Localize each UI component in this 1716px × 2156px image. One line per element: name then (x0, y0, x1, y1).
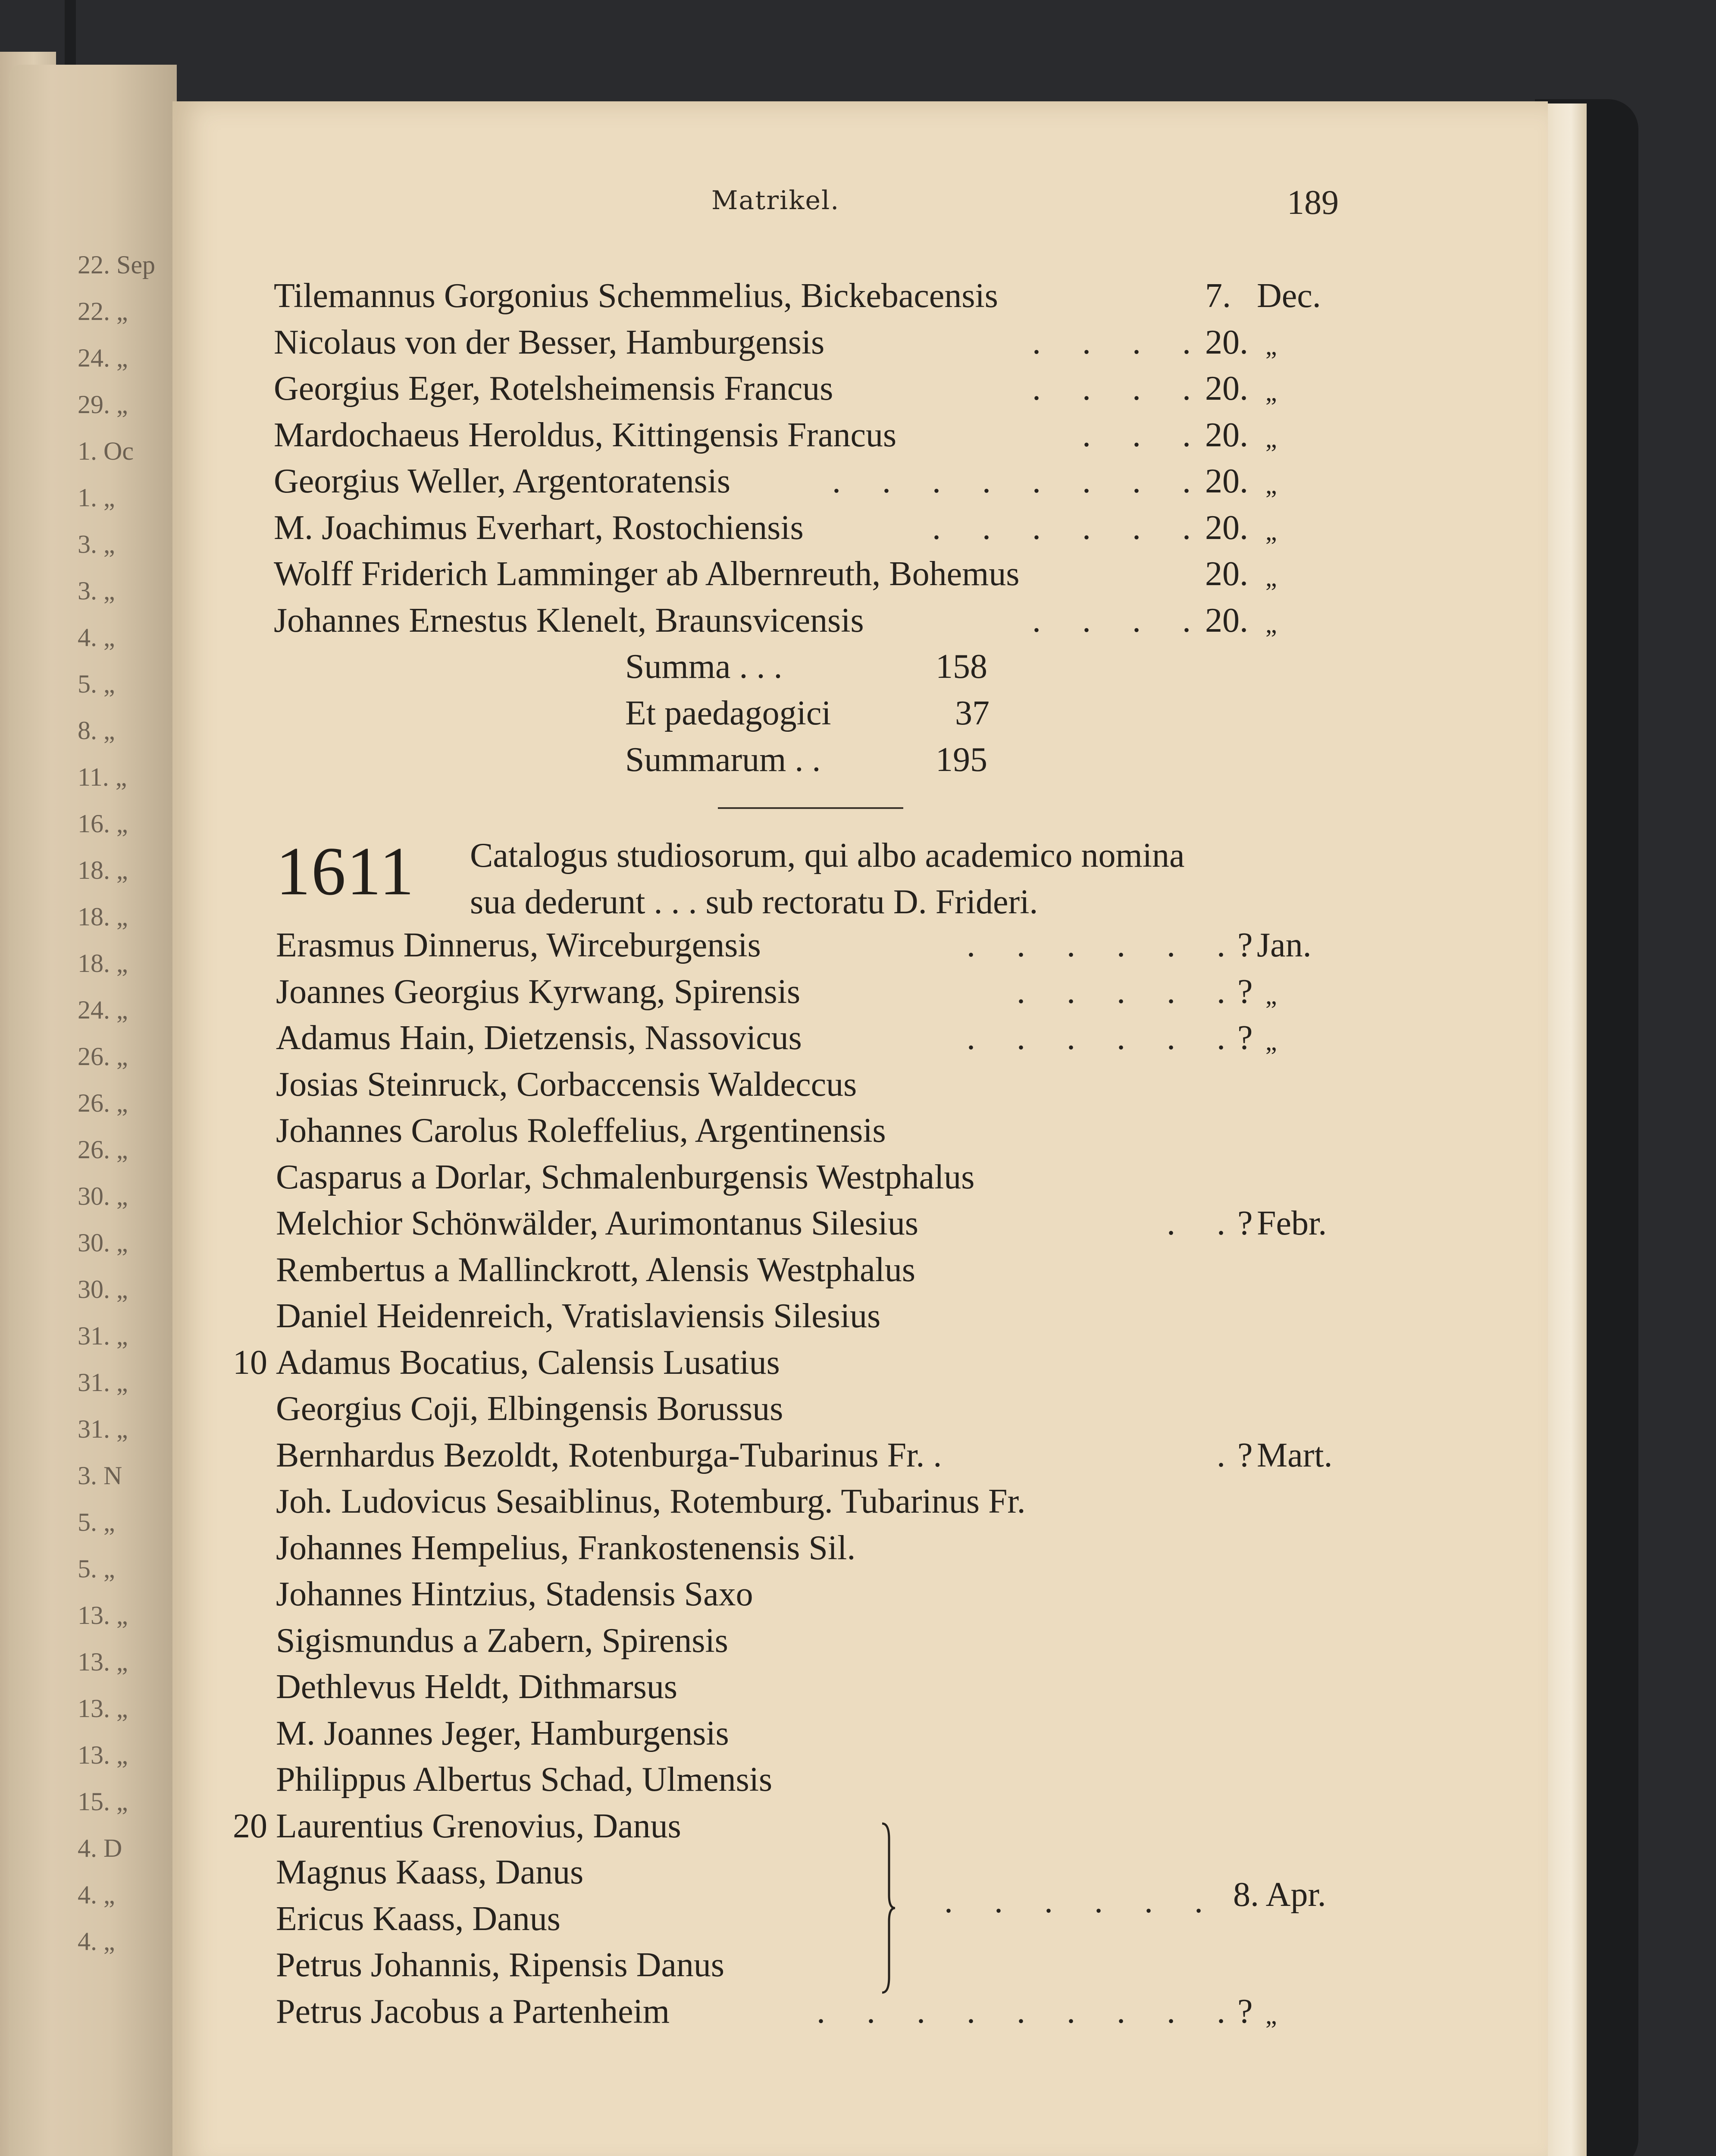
entry-day: 20. (1205, 323, 1248, 361)
leader-dots: . (1217, 1436, 1242, 1474)
entry-day: 7. (1205, 277, 1231, 315)
margin-date: 31. „ (78, 1322, 128, 1350)
margin-date: 18. „ (78, 856, 128, 884)
margin-date: 13. „ (78, 1741, 128, 1769)
ditto-mark: „ (1265, 331, 1277, 360)
section-year: 1611 (276, 833, 415, 909)
entry-name: Tilemannus Gorgonius Schemmelius, Bickebacensis (274, 277, 998, 315)
entry-name: Philippus Albertus Schad, Ulmensis (276, 1761, 773, 1799)
entry-row (0, 1617, 1716, 1664)
entry-name: Georgius Weller, Argentoratensis (274, 462, 731, 500)
entry-name: Mardochaeus Heroldus, Kittingensis Francus (274, 416, 897, 454)
entry-row (0, 1525, 1716, 1571)
entry-row (0, 505, 1716, 551)
margin-date: 5. „ (78, 1554, 115, 1583)
entry-day: 20. (1205, 508, 1248, 547)
entry-row (0, 1200, 1716, 1247)
ditto-mark: „ (1265, 424, 1277, 453)
margin-date: 26. „ (78, 1135, 128, 1164)
margin-date: 13. „ (78, 1648, 128, 1676)
entry-day: ? (1237, 1019, 1253, 1057)
entry-row (0, 1988, 1716, 2035)
entry-day: ? (1237, 1436, 1253, 1474)
entry-row (0, 1571, 1716, 1617)
entry-row (0, 412, 1716, 458)
entry-row (0, 551, 1716, 597)
margin-date: 22. Sep (78, 251, 155, 279)
margin-date: 4. D (78, 1834, 122, 1862)
entry-month: Jan. (1257, 926, 1312, 964)
entry-name: Johannes Hempelius, Frankostenensis Sil. (276, 1529, 856, 1567)
entry-day: 20. (1205, 555, 1248, 593)
page-number: 189 (1287, 184, 1339, 222)
margin-date: 16. „ (78, 809, 128, 838)
entry-name: Adamus Bocatius, Calensis Lusatius (276, 1343, 780, 1382)
entry-day: 20. (1205, 462, 1248, 500)
entry-row (0, 1247, 1716, 1293)
entry-name: Petrus Johannis, Ripensis Danus (276, 1946, 724, 1984)
total-label: Et paedagogici (625, 694, 831, 732)
margin-date: 26. „ (78, 1089, 128, 1117)
entry-name: Georgius Eger, Rotelsheimensis Francus (274, 370, 833, 407)
leader-dots: . . (1167, 1204, 1242, 1242)
ditto-mark: „ (1265, 378, 1277, 406)
entry-name: Johannes Hintzius, Stadensis Saxo (276, 1575, 753, 1613)
margin-date: 5. „ (78, 1508, 115, 1536)
entry-day: ? (1237, 1204, 1253, 1242)
margin-date: 26. „ (78, 1042, 128, 1071)
entry-month: Dec. (1257, 277, 1321, 315)
leader-dots: . . . . (1032, 323, 1207, 361)
section-divider (718, 807, 903, 809)
margin-date: 13. „ (78, 1694, 128, 1723)
entry-row (0, 319, 1716, 366)
entry-name: Petrus Jacobus a Partenheim (276, 1992, 670, 2031)
section-intro-line-2: sua dederunt . . . sub rectoratu D. Frideri. (470, 883, 1038, 921)
entry-row (0, 1710, 1716, 1757)
entry-month: Febr. (1257, 1204, 1327, 1242)
entry-day: ? (1237, 926, 1253, 964)
entry-row (0, 1803, 1716, 1849)
entry-row (0, 1664, 1716, 1710)
entry-row (0, 1339, 1716, 1386)
entry-name: Magnus Kaass, Danus (276, 1853, 584, 1891)
margin-date: 24. „ (78, 996, 128, 1024)
entry-name: Bernhardus Bezoldt, Rotenburga-Tubarinus Fr. . (276, 1436, 942, 1474)
entry-name: Wolff Friderich Lamminger ab Albernreuth, Bohemus (274, 555, 1020, 593)
total-label: Summarum . . (625, 741, 821, 779)
entry-name: Sigismundus a Zabern, Spirensis (276, 1621, 728, 1660)
line-number: 20 (233, 1807, 267, 1845)
ditto-mark: „ (1265, 2000, 1277, 2029)
entry-name: Johannes Carolus Roleffelius, Argentinensis (276, 1112, 886, 1150)
margin-date: 3. „ (78, 530, 115, 558)
entry-name: Georgius Coji, Elbingensis Borussus (276, 1390, 783, 1428)
entry-name: Josias Steinruck, Corbaccensis Waldeccus (276, 1065, 857, 1103)
margin-date: 30. „ (78, 1182, 128, 1210)
entry-name: Dethlevus Heldt, Dithmarsus (276, 1668, 677, 1706)
entry-name: Rembertus a Mallinckrott, Alensis Westphalus (276, 1250, 916, 1289)
entry-day: ? (1237, 972, 1253, 1011)
entry-day: 20. (1205, 416, 1248, 454)
leader-dots: . . . . . . . . . (817, 1992, 1242, 2031)
margin-date: 1. Oc (78, 437, 134, 465)
entry-day: ? (1237, 1992, 1253, 2031)
entry-row (0, 1756, 1716, 1803)
margin-date: 30. „ (78, 1228, 128, 1257)
running-head: Matrikel. (711, 185, 840, 216)
total-value: 37 (955, 694, 990, 732)
entry-row (0, 1293, 1716, 1339)
entry-row (0, 1896, 1716, 1942)
entry-day: 20. (1205, 370, 1248, 407)
margin-date: 13. „ (78, 1601, 128, 1630)
entry-name: Melchior Schönwälder, Aurimontanus Silesius (276, 1204, 918, 1242)
margin-date: 11. „ (78, 763, 127, 791)
entry-day: 20. (1205, 601, 1248, 639)
ditto-mark: „ (1265, 981, 1277, 1009)
leader-dots: . . . . . . (967, 1019, 1242, 1057)
line-number: 10 (233, 1343, 267, 1382)
entry-row (0, 968, 1716, 1015)
entry-row (0, 597, 1716, 644)
ditto-mark: „ (1265, 470, 1277, 499)
margin-date: 5. „ (78, 670, 115, 698)
margin-date: 1. „ (78, 483, 115, 512)
margin-date: 22. „ (78, 297, 128, 326)
total-value: 195 (936, 741, 987, 779)
entry-row (0, 1432, 1716, 1479)
leader-dots: . . . (1082, 416, 1207, 454)
margin-date: 15. „ (78, 1787, 128, 1816)
margin-date: 8. „ (78, 716, 115, 745)
total-label: Summa . . . (625, 648, 783, 686)
total-value: 158 (936, 648, 987, 686)
entry-name: M. Joachimus Everhart, Rostochiensis (274, 508, 804, 547)
ditto-mark: „ (1265, 563, 1277, 592)
entry-month: Mart. (1257, 1436, 1333, 1474)
leader-dots: . . . . . . (967, 926, 1242, 964)
margin-date: 4. „ (78, 1880, 115, 1909)
margin-date: 4. „ (78, 1927, 115, 1955)
entry-name: Johannes Ernestus Klenelt, Braunsvicensis (274, 601, 864, 639)
section-intro-line-1: Catalogus studiosorum, qui albo academico nomina (470, 837, 1185, 874)
leader-dots: . . . . (1032, 601, 1207, 639)
entry-row (0, 1107, 1716, 1154)
entry-name: Daniel Heidenreich, Vratislaviensis Silesius (276, 1297, 881, 1335)
entry-row (0, 1478, 1716, 1525)
entry-name: Adamus Hain, Dietzensis, Nassovicus (276, 1019, 802, 1057)
margin-date: 31. „ (78, 1415, 128, 1443)
margin-date: 4. „ (78, 623, 115, 652)
margin-date: 3. „ (78, 577, 115, 605)
entry-row (0, 1385, 1716, 1432)
margin-date: 24. „ (78, 344, 128, 372)
entry-name: Laurentius Grenovius, Danus (276, 1807, 681, 1845)
margin-date: 18. „ (78, 949, 128, 978)
entry-name: Joannes Georgius Kyrwang, Spirensis (276, 972, 801, 1011)
entry-row (0, 1942, 1716, 1988)
entry-name: Ericus Kaass, Danus (276, 1899, 561, 1938)
margin-date: 3. N (78, 1461, 122, 1490)
entry-row (0, 1154, 1716, 1200)
entry-name: Joh. Ludovicus Sesaiblinus, Rotemburg. Tubarinus Fr. (276, 1482, 1026, 1520)
entry-row (0, 1015, 1716, 1061)
ditto-mark: „ (1265, 517, 1277, 545)
bracket-date: 8. Apr. (1233, 1876, 1326, 1914)
entry-name: Casparus a Dorlar, Schmalenburgensis Westphalus (276, 1158, 975, 1196)
entry-row (0, 922, 1716, 968)
entry-row (0, 1849, 1716, 1896)
leader-dots: . . . . . . . . (832, 462, 1207, 500)
leader-dots: . . . . . . (932, 508, 1207, 547)
entry-row (0, 458, 1716, 505)
margin-date: 29. „ (78, 390, 128, 419)
entry-row (0, 365, 1716, 412)
page-content: 1611 Catalogus studiosorum, qui albo academico nomina sua dederunt . . . sub rectoratu D. Frideri. . . . . . . 8. Apr. Tilemannus Gorgonius Schemmelius, Bickebacensis 7. Dec. Nicolaus von der Besser, Hamburgensis . . . . 20. „ Georgius Eger, Rotelsheimensis Francus . . . . 20. „ Mardochaeus Heroldus, Kittingensis Francus . . . 20. „ Georgius Weller, Argentoratensis . . . . . . . . 20. „ M. Joachimus Everhart, Rostochiensis . . . . . . 20. „ Wolff Friderich Lamminger ab Albernreuth, Bohemus 20. „ Johannes Ernestus Klenelt, Braunsvicensis . . . . 20. „ Erasmus Dinnerus, Wirceburgensis . . . . . . ? Jan. Joannes Georgius Kyrwang, Spirensis . . . . . ? „ Adamus Hain, Dietzensis, Nassovicus . . . . . . ? „ Josias Steinruck, Corbaccensis Waldeccus Johannes Carolus Roleffelius, Argentinensis Casparus a Dorlar, Schmalenburgensis Westphalus Melchior Schönwälder, Aurimontanus Silesius . . ? Febr. Rembertus a Mallinckrott, Alensis Westphalus Daniel Heidenreich, Vratislaviensis Silesius 10 Adamus Bocatius, Calensis Lusatius Georgius Coji, Elbingensis Borussus Bernhardus Bezoldt, Rotenburga-Tubarinus Fr. . . ? Mart. Joh. Ludovicus Sesaiblinus, Rotemburg. Tubarinus Fr. Johannes Hempelius, Frankostenensis Sil. Johannes Hintzius, Stadensis Saxo Sigismundus a Zabern, Spirensis Dethlevus Heldt, Dithmarsus M. Joannes Jeger, Hamburgensis Philippus Albertus Schad, Ulmensis 20 Laurentius Grenovius, Danus Magnus Kaass, Danus Ericus Kaass, Danus Petrus Johannis, Ripensis Danus Petrus Jacobus a Partenheim . . . . . . . . . ? „ Summa . . . 158 Et paedagogici 37 Summarum . . 195 (0, 0, 1716, 2156)
margin-date: 30. „ (78, 1275, 128, 1304)
entry-row (0, 273, 1716, 319)
ditto-mark: „ (1265, 1027, 1277, 1056)
entry-name: M. Joannes Jeger, Hamburgensis (276, 1714, 729, 1752)
margin-date: 31. „ (78, 1368, 128, 1397)
leader-dots: . . . . . (1017, 972, 1242, 1011)
leader-dots: . . . . (1032, 370, 1207, 407)
ditto-mark: „ (1265, 609, 1277, 638)
entry-row (0, 1061, 1716, 1108)
entry-name: Nicolaus von der Besser, Hamburgensis (274, 323, 825, 361)
entry-name: Erasmus Dinnerus, Wirceburgensis (276, 926, 761, 964)
margin-date: 18. „ (78, 903, 128, 931)
